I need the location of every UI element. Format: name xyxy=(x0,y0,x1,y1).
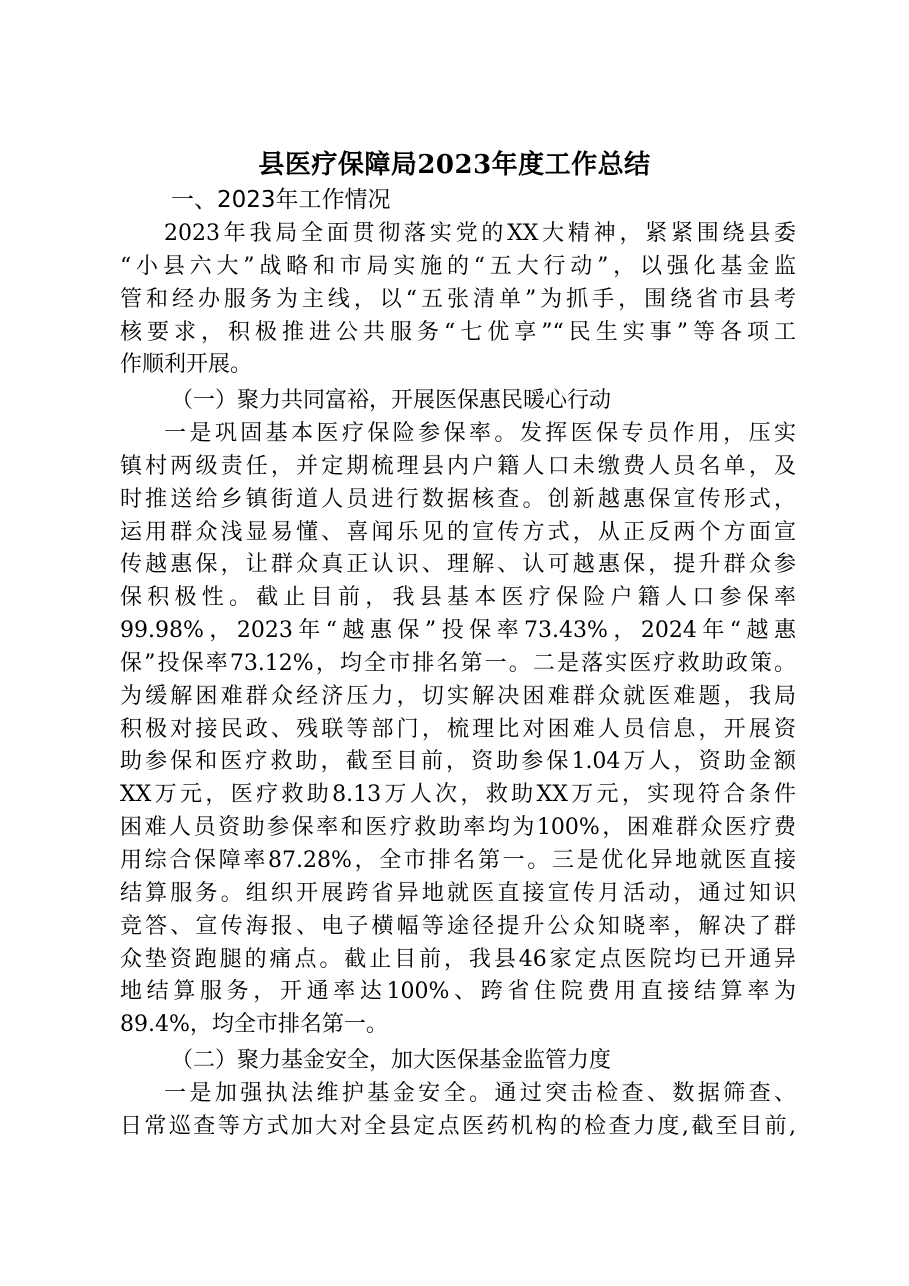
paragraph-fund-security xyxy=(120,1078,796,1144)
section-heading-1: 一、2023年工作情况 xyxy=(171,187,391,213)
text-line: 作顺利开展。 xyxy=(120,352,253,378)
text-line: 用综合保障率87.28%，全市排名第一。三是优化异地就医直接 xyxy=(120,847,796,873)
text-line: 积极对接民政、残联等部门，梳理比对困难人员信息，开展资 xyxy=(120,716,796,742)
paragraph-medical-insurance xyxy=(120,418,796,1042)
document-title: 县医疗保障局2023年度工作总结 xyxy=(258,150,651,180)
text-line: 核要求，积极推进公共服务“七优享”“民生实事”等各项工 xyxy=(120,319,796,345)
text-line: 助参保和医疗救助，截至目前，资助参保1.04万人，资助金额 xyxy=(120,749,796,775)
subsection-heading-2: （二）聚力基金安全，加大医保基金监管力度 xyxy=(171,1048,612,1073)
text-line: 传越惠保，让群众真正认识、理解、认可越惠保，提升群众参 xyxy=(120,552,796,578)
text-line: 管和经办服务为主线，以“五张清单”为抓手，围绕省市县考 xyxy=(120,286,796,312)
text-line: 众垫资跑腿的痛点。截止目前，我县46家定点医院均已开通异 xyxy=(120,946,796,972)
paragraph-intro xyxy=(120,218,796,382)
text-line: 竞答、宣传海报、电子横幅等途径提升公众知晓率，解决了群 xyxy=(120,913,796,939)
text-line: 困难人员资助参保率和医疗救助率均为100%，困难群众医疗费 xyxy=(120,815,796,841)
text-line: 为缓解困难群众经济压力，切实解决困难群众就医难题，我局 xyxy=(120,683,796,709)
text-line: 时推送给乡镇街道人员进行数据核查。创新越惠保宣传形式， xyxy=(120,486,796,512)
subsection-heading-1: （一）聚力共同富裕，开展医保惠民暖心行动 xyxy=(171,388,612,413)
text-line: 89.4%，均全市排名第一。 xyxy=(120,1012,388,1038)
text-line: 日常巡查等方式加大对全县定点医药机构的检查力度,截至目前, xyxy=(120,1113,796,1139)
text-line: 运用群众浅显易懂、喜闻乐见的宣传方式，从正反两个方面宣 xyxy=(120,519,796,545)
text-line: 一是巩固基本医疗保险参保率。发挥医保专员作用，压实 xyxy=(164,421,796,446)
text-line: 99.98%，2023年“越惠保”投保率73.43%，2024年“越惠 xyxy=(120,618,796,644)
text-line: 镇村两级责任，并定期梳理县内户籍人口未缴费人员名单，及 xyxy=(120,453,796,479)
text-line: 保积极性。截止目前，我县基本医疗保险户籍人口参保率 xyxy=(120,585,796,611)
text-line: 地结算服务，开通率达100%、跨省住院费用直接结算率为 xyxy=(120,979,796,1005)
text-line: 结算服务。组织开展跨省异地就医直接宣传月活动，通过知识 xyxy=(120,880,796,906)
text-line: 2023年我局全面贯彻落实党的XX大精神，紧紧围绕县委 xyxy=(164,221,796,246)
text-line: “小县六大”战略和市局实施的“五大行动”，以强化基金监 xyxy=(120,253,796,279)
text-line: 一是加强执法维护基金安全。通过突击检查、数据筛查、 xyxy=(164,1081,796,1106)
text-line: XX万元，医疗救助8.13万人次，救助XX万元，实现符合条件 xyxy=(120,782,796,808)
text-line: 保”投保率73.12%，均全市排名第一。二是落实医疗救助政策。 xyxy=(120,650,796,676)
